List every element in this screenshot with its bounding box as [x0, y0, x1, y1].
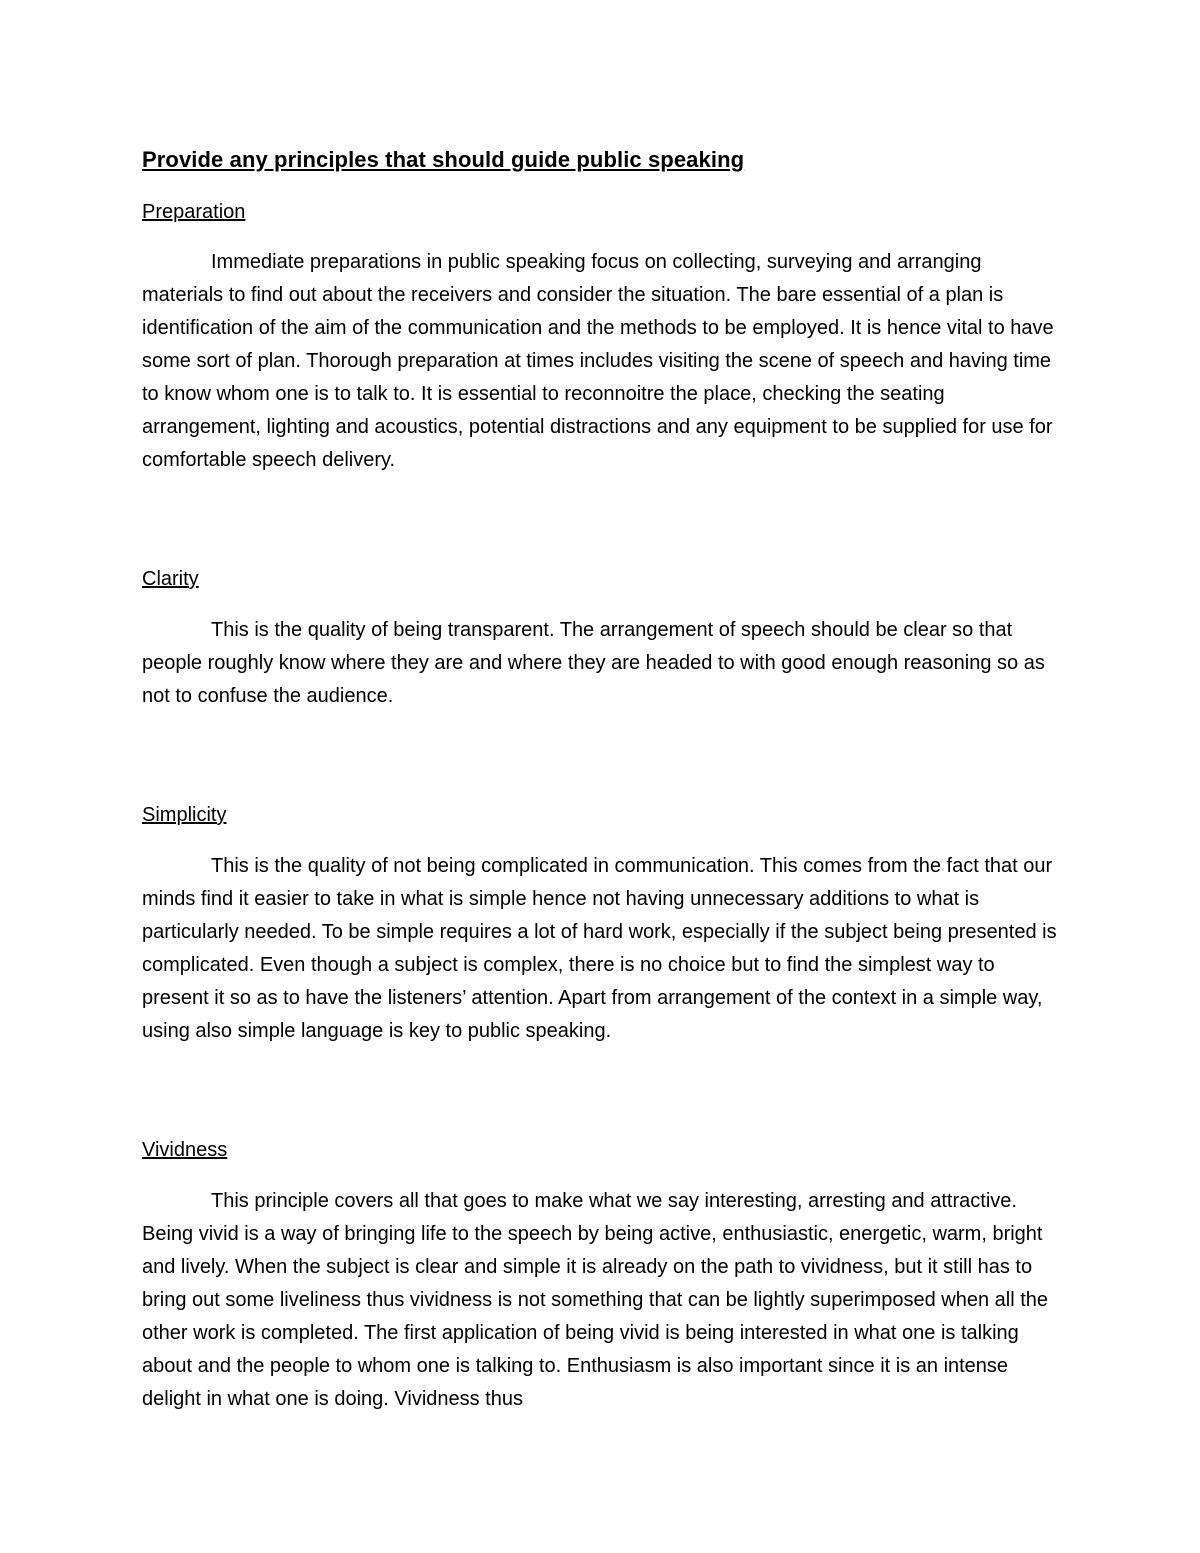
section-vividness [142, 1136, 1062, 1416]
document-content [142, 144, 1062, 1416]
section-simplicity [142, 801, 1062, 1048]
section-paragraph: Immediate preparations in public speaking focus on collecting, surveying and arranging materials to find out about the receivers and consider the situation. The bare essential of a plan is identification of the aim of the communication and the methods to be employed. It is hence vital to have some sort of plan. Thorough preparation at times includes visiting the scene of speech and having time to know whom one is to talk to. It is essential to reconnoitre the place, checking the seating arrangement, lighting and acoustics, potential distractions and any equipment to be supplied for use for comfortable speech delivery. [142, 251, 1054, 471]
section-preparation [142, 198, 1062, 477]
section-heading: Simplicity [142, 804, 227, 826]
section-heading: Preparation [142, 201, 246, 223]
section-paragraph: This is the quality of not being complicated in communication. This comes from the fact that our minds find it easier to take in what is simple hence not having unnecessary additions to what is particularly needed. To be simple requires a lot of hard work, especially if the subject being presented is complicated. Even though a subject is complex, there is no choice but to find the simplest way to present it so as to have the listeners’ attention. Apart from arrangement of the context in a simple way, using also simple language is key to public speaking. [142, 855, 1057, 1042]
section-clarity [142, 565, 1062, 713]
section-paragraph: This principle covers all that goes to make what we say interesting, arresting and attractive. Being vivid is a way of bringing life to the speech by being active, enthusiastic, energetic, warm, bright and lively. When the subject is clear and simple it is already on the path to vividness, but it still has to bring out some liveliness thus vividness is not something that can be lightly superimposed when all the other work is completed. The first application of being vivid is being interested in what one is talking about and the people to whom one is talking to. Enthusiasm is also important since it is an intense delight in what one is doing. Vividness thus [142, 1190, 1049, 1410]
section-heading: Clarity [142, 568, 199, 590]
section-paragraph: This is the quality of being transparent. The arrangement of speech should be clear so that people roughly know where they are and where they are headed to with good enough reasoning so as not to confuse the audience. [142, 619, 1045, 707]
document-title: Provide any principles that should guide public speaking [142, 147, 745, 172]
section-heading: Vividness [142, 1139, 228, 1161]
